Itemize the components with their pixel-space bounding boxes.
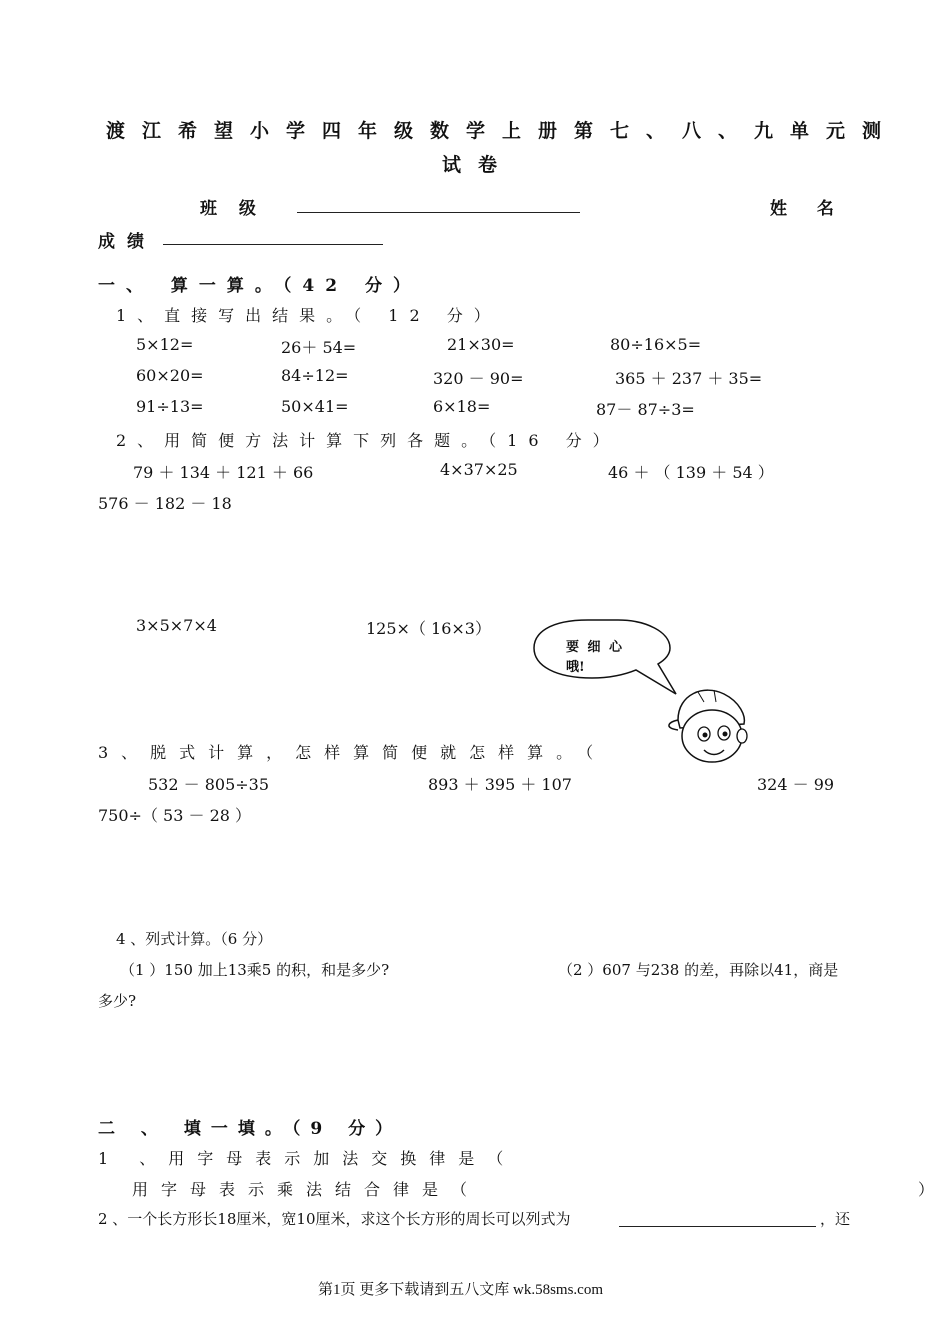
- q4-part-1: （1 ）150 加上13乘5 的积，和是多少?: [120, 961, 390, 979]
- q2-item: 576 － 182 － 18: [98, 494, 232, 513]
- q2-item: 125×（ 16×3）: [366, 619, 491, 638]
- q2-item: 3×5×7×4: [136, 616, 217, 635]
- class-field-line[interactable]: [297, 212, 580, 213]
- q2-item: 4×37×25: [440, 460, 518, 479]
- score-label: 成绩: [98, 232, 156, 252]
- q1-heading: 1、直接写出结果。（ 12 分）: [116, 306, 501, 325]
- q1-item: 87－ 87÷3=: [596, 400, 695, 419]
- s2-q2-answer-line[interactable]: [619, 1226, 816, 1227]
- s2-q1-close-paren: ）: [918, 1180, 935, 1199]
- q1-item: 365 ＋ 237 ＋ 35=: [615, 369, 763, 388]
- title-line-2: 试卷: [442, 154, 515, 176]
- s2-q1-line-2: 用字母表示乘法结合律是（: [132, 1180, 481, 1199]
- boy-cartoon-icon: [669, 690, 747, 762]
- q1-item: 91÷13=: [136, 397, 204, 416]
- section1-heading: 一、 算一算。（42 分）: [98, 276, 421, 296]
- q3-item: 532 － 805÷35: [148, 775, 270, 794]
- q4-part-2: （2 ）607 与238 的差，再除以41，商是: [558, 961, 839, 979]
- q4-heading: 4 、列式计算。（6 分）: [116, 930, 273, 948]
- q1-item: 26＋ 54=: [281, 338, 357, 357]
- q1-item: 80÷16×5=: [610, 335, 702, 354]
- q2-item: 79 ＋ 134 ＋ 121 ＋ 66: [133, 463, 314, 482]
- section2-heading: 二 、 填一填。（9 分）: [98, 1119, 403, 1139]
- q3-item: 324 － 99: [757, 775, 835, 794]
- q2-item: 46 ＋ （ 139 ＋ 54 ）: [608, 463, 774, 482]
- bubble-text-line-1: 要 细 心: [566, 640, 625, 655]
- page-footer: 第1页 更多下载请到五八文库 wk.58sms.com: [318, 1282, 604, 1298]
- q1-item: 6×18=: [433, 397, 491, 416]
- q3-heading: 3、脱式计算，怎样算简便就怎样算。（: [98, 743, 607, 762]
- q1-item: 320 － 90=: [433, 369, 524, 388]
- q1-item: 5×12=: [136, 335, 194, 354]
- q1-item: 21×30=: [447, 335, 515, 354]
- q3-item: 750÷（ 53 － 28 ）: [98, 806, 252, 825]
- bubble-text-line-2: 哦!: [566, 660, 585, 675]
- s2-q2-text: 2 、一个长方形长18厘米，宽10厘米，求这个长方形的周长可以列式为: [98, 1210, 571, 1228]
- title-line-1: 渡江希望小学四年级数学上册第七、八、九单元测: [106, 120, 899, 142]
- q2-heading: 2、用简便方法计算下列各题。（16 分）: [116, 431, 620, 450]
- score-field-line[interactable]: [163, 244, 383, 245]
- q4-part-2-continued: 多少?: [98, 992, 137, 1010]
- class-label: 班 级: [200, 199, 264, 219]
- q1-item: 50×41=: [281, 397, 349, 416]
- s2-q1-line-1: 1 、用字母表示加法交换律是（: [98, 1149, 517, 1168]
- s2-q2-end: ，还: [820, 1210, 851, 1228]
- q3-item: 893 ＋ 395 ＋ 107: [428, 775, 572, 794]
- name-label: 姓 名: [770, 199, 846, 219]
- q1-item: 84÷12=: [281, 366, 349, 385]
- q1-item: 60×20=: [136, 366, 204, 385]
